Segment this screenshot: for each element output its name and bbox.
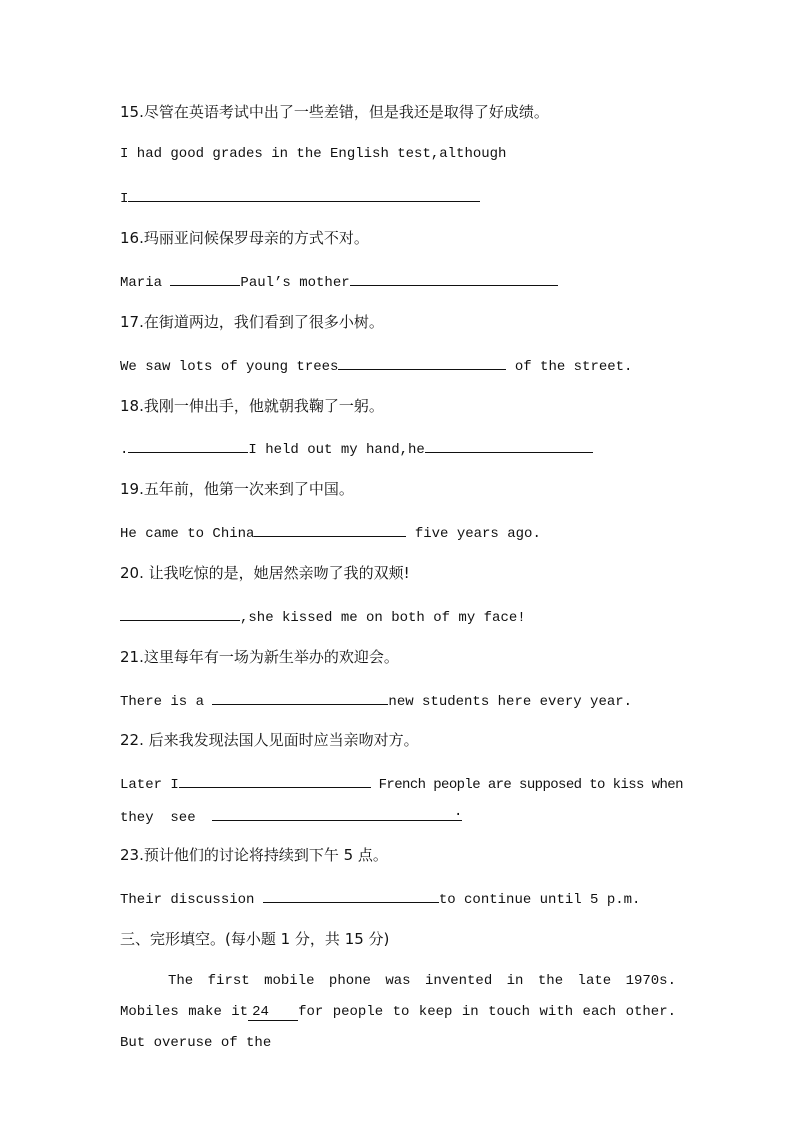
- q23-english: [120, 887, 640, 910]
- q18-english-mid: I held out my hand,he: [248, 442, 425, 458]
- q17-chinese: 17.在街道两边，我们看到了很多小树。: [120, 313, 384, 331]
- q22-english-start: Later I: [120, 777, 179, 793]
- q16-english: [120, 270, 558, 293]
- q23-answer-blank[interactable]: [263, 887, 439, 903]
- q23-english-start: Their discussion: [120, 892, 263, 908]
- cloze-blank-24[interactable]: [248, 1004, 298, 1021]
- q18-chinese: 18.我刚一伸出手，他就朝我鞠了一躬。: [120, 397, 384, 415]
- q16-answer-blank-1[interactable]: [170, 270, 240, 286]
- section3-heading: 三、完形填空。(每小题 1 分，共 15 分): [120, 930, 390, 948]
- q18-english-start: .: [120, 442, 129, 458]
- cloze-paragraph: [120, 966, 676, 1059]
- q22-english-line2-start: they see: [120, 810, 213, 826]
- q17-english-end: of the street.: [506, 359, 633, 375]
- q19-chinese: 19.五年前，他第一次来到了中国。: [120, 480, 354, 498]
- q20-answer-blank[interactable]: [120, 605, 240, 621]
- q22-english-end: French people are supposed to kiss when: [370, 777, 683, 793]
- q16-english-start: Maria: [120, 275, 171, 291]
- q19-answer-blank[interactable]: [254, 521, 406, 537]
- cloze-text-part2: for people to keep in touch with each other. But overuse of the: [120, 1004, 676, 1051]
- q18-answer-blank-1[interactable]: [128, 437, 248, 453]
- q23-english-end: to continue until 5 p.m.: [438, 892, 641, 908]
- q20-english: [120, 605, 526, 628]
- q21-english: [120, 689, 632, 712]
- q20-chinese: 20. 让我吃惊的是，她居然亲吻了我的双颊!: [120, 564, 410, 582]
- q23-chinese: 23.预计他们的讨论将持续到下午 5 点。: [120, 846, 388, 864]
- q16-english-mid: Paul’s mother: [240, 275, 350, 291]
- q17-answer-blank[interactable]: [338, 354, 506, 370]
- q16-answer-blank-2[interactable]: [350, 270, 558, 286]
- q16-chinese: 16.玛丽亚问候保罗母亲的方式不对。: [120, 229, 369, 247]
- q22-english-line2: [120, 804, 462, 828]
- q15-english-line2: [120, 186, 480, 209]
- q17-english: [120, 354, 632, 377]
- q20-english-end: ,she kissed me on both of my face!: [240, 610, 526, 626]
- q21-chinese: 21.这里每年有一场为新生举办的欢迎会。: [120, 648, 399, 666]
- q19-english: [120, 521, 541, 544]
- q22-chinese: 22. 后来我发现法国人见面时应当亲吻对方。: [120, 731, 419, 749]
- q17-english-start: We saw lots of young trees: [120, 359, 339, 375]
- q22-english-line1: [120, 772, 683, 795]
- q22-answer-blank-2[interactable]: [212, 804, 462, 821]
- q15-english-start: I: [120, 191, 129, 207]
- q21-english-start: There is a: [120, 694, 213, 710]
- q22-english-line2-end: .: [454, 804, 463, 820]
- cloze-text-part1: The first mobile phone was invented in the late 1970s. Mobiles make it: [120, 973, 676, 1020]
- q15-english-line1: I had good grades in the English test,although: [120, 146, 507, 162]
- q18-english: [120, 437, 593, 460]
- q22-answer-blank-1[interactable]: [179, 772, 371, 788]
- q19-english-end: five years ago.: [406, 526, 541, 542]
- q21-answer-blank[interactable]: [212, 689, 388, 705]
- cloze-blank-number: 24: [252, 1004, 269, 1020]
- q15-chinese: 15.尽管在英语考试中出了一些差错，但是我还是取得了好成绩。: [120, 103, 549, 121]
- q15-answer-blank[interactable]: [128, 186, 480, 202]
- q18-answer-blank-2[interactable]: [425, 437, 593, 453]
- q19-english-start: He came to China: [120, 526, 255, 542]
- q21-english-end: new students here every year.: [388, 694, 633, 710]
